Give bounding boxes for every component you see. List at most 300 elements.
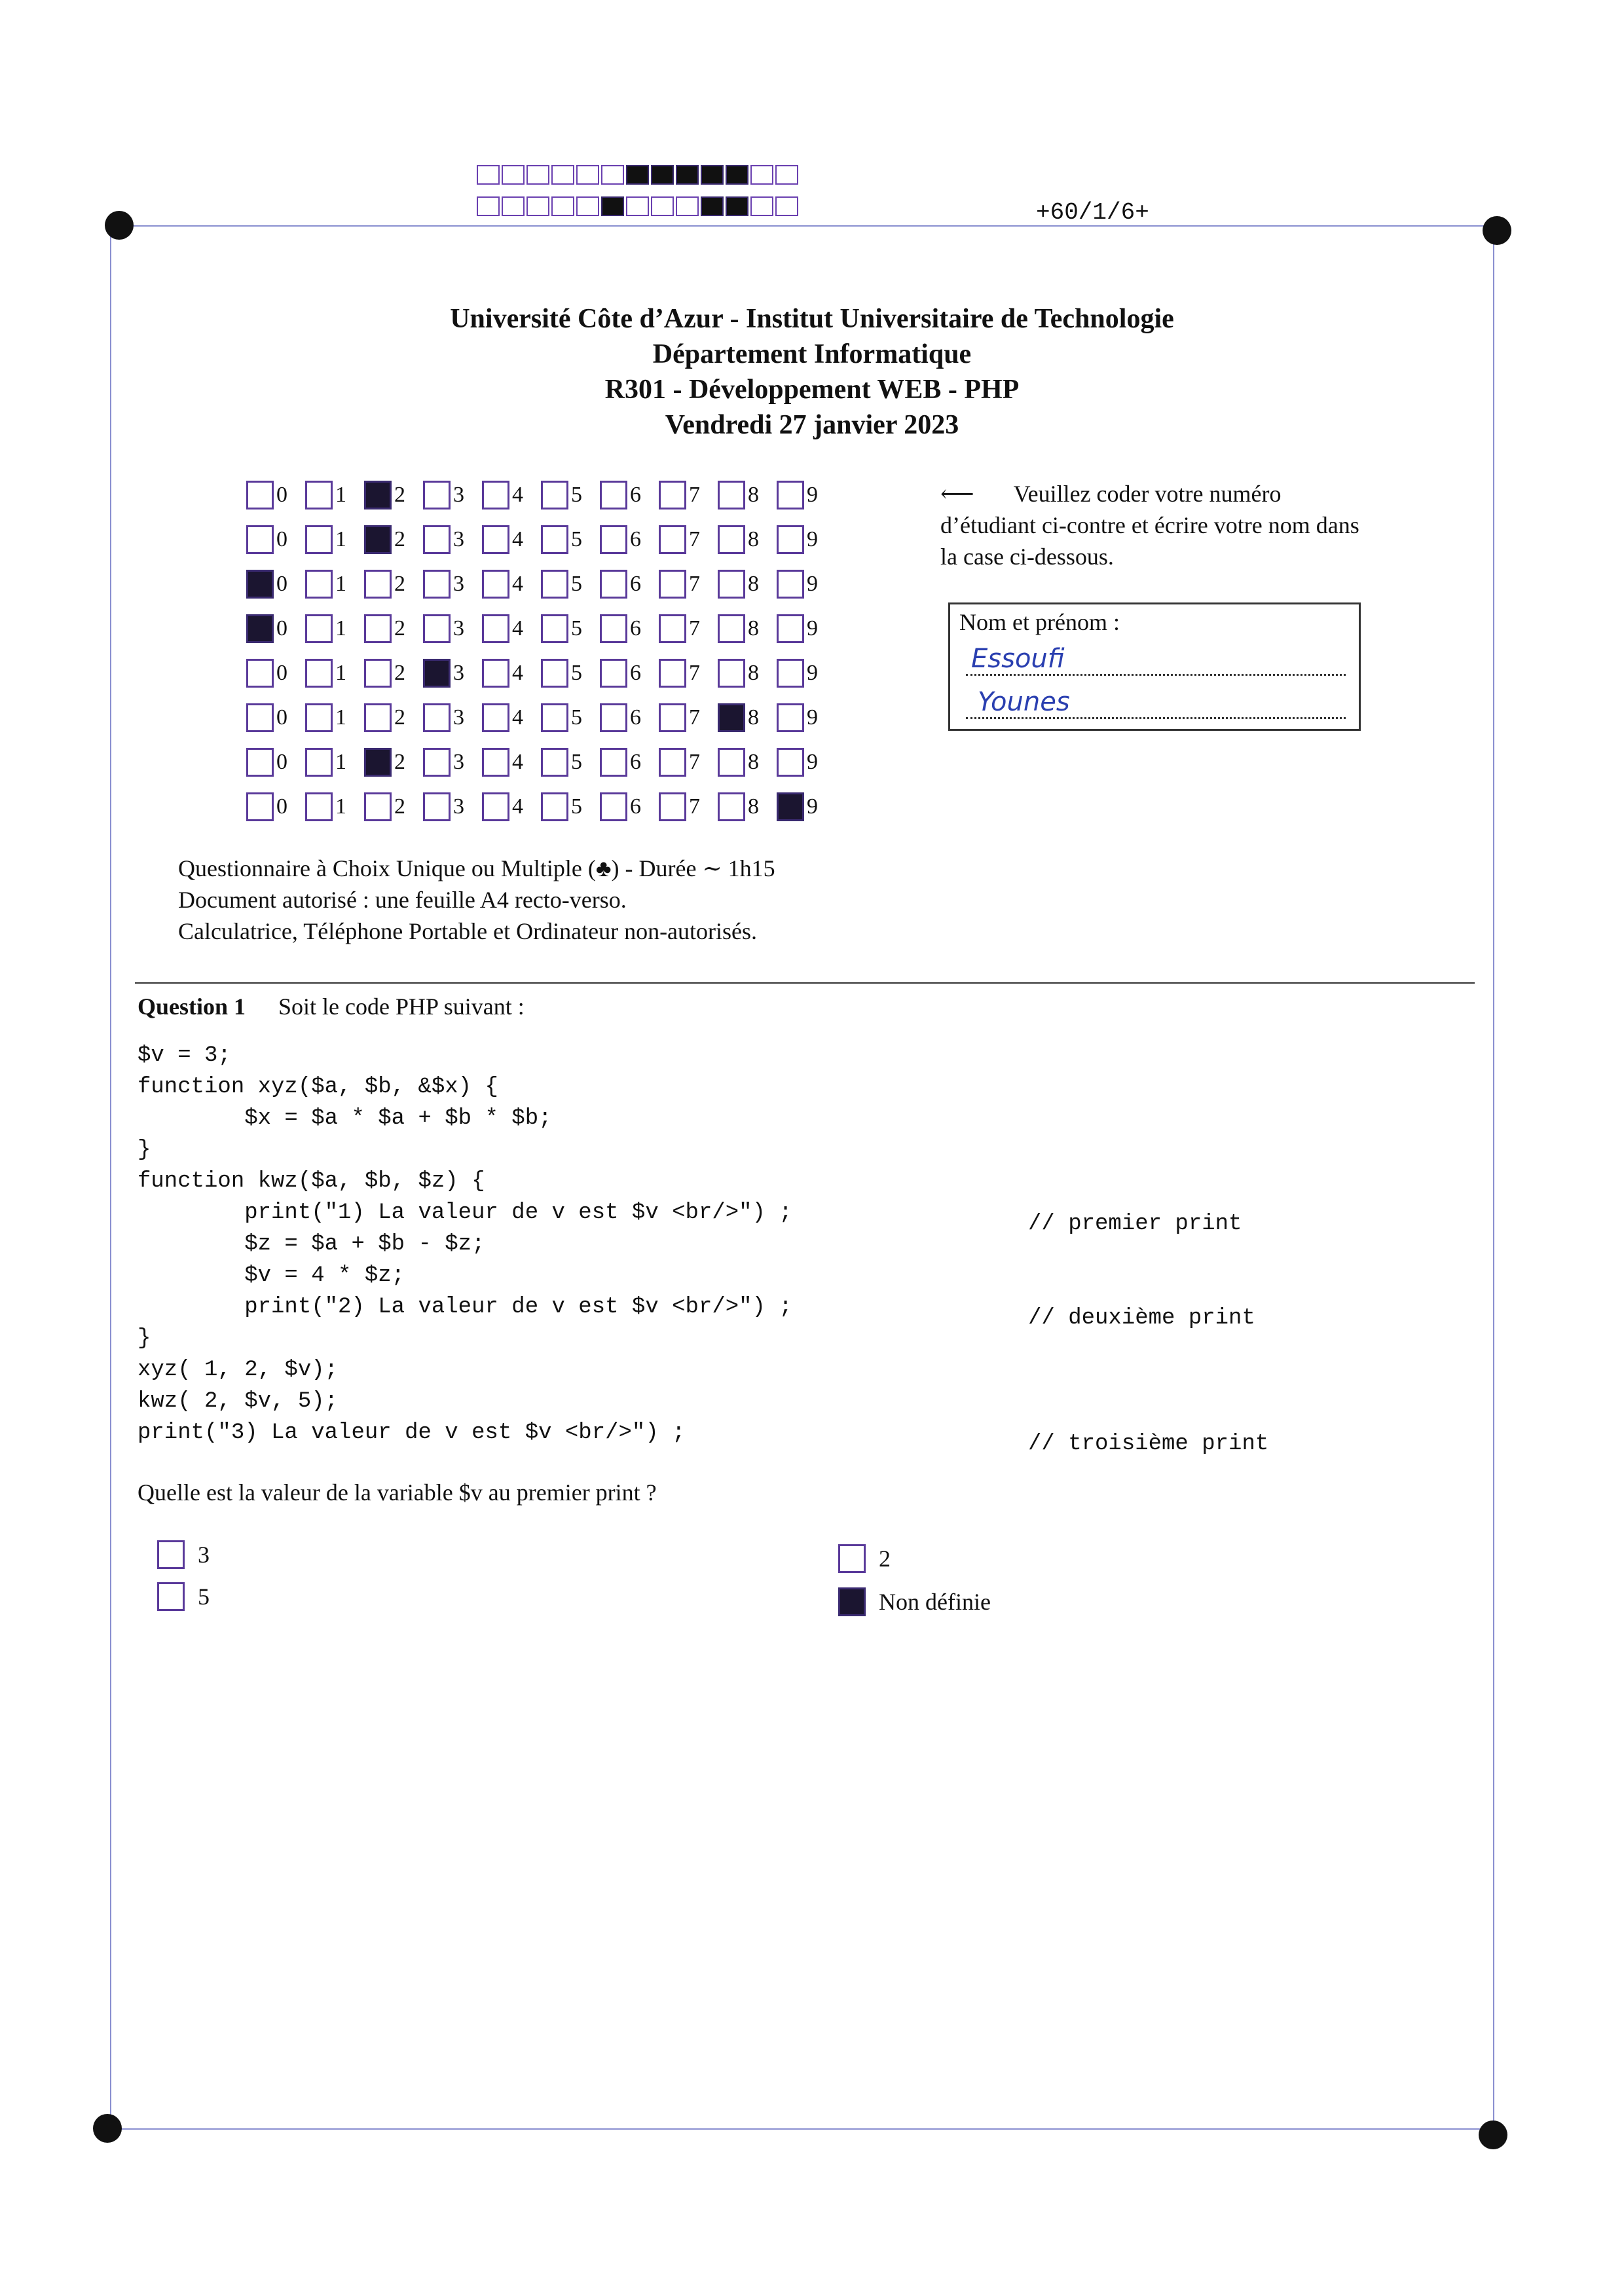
barcode-cell: [551, 165, 574, 185]
id-digit-checkbox[interactable]: [777, 481, 804, 509]
id-digit-row: [246, 695, 836, 740]
id-digit-option[interactable]: [423, 659, 482, 688]
id-digit-option[interactable]: [541, 525, 600, 554]
id-digit-option[interactable]: [718, 659, 777, 688]
barcode-cell: [576, 165, 599, 185]
id-digit-checkbox[interactable]: [777, 525, 804, 554]
id-digit-checkbox[interactable]: [541, 525, 568, 554]
id-digit-option[interactable]: [364, 792, 423, 821]
question-number: Question 1: [138, 993, 246, 1020]
id-digit-label: 9: [807, 750, 818, 774]
id-digit-checkbox[interactable]: [718, 748, 745, 777]
id-digit-option[interactable]: [482, 748, 541, 777]
id-digit-checkbox[interactable]: [482, 614, 509, 643]
id-digit-label: 9: [807, 572, 818, 596]
id-digit-option[interactable]: [423, 614, 482, 643]
id-digit-label: 5: [571, 750, 582, 774]
id-digit-label: 8: [748, 483, 759, 507]
barcode-cell: [676, 165, 699, 185]
id-digit-label: 4: [512, 794, 523, 819]
exam-date: Vendredi 27 janvier 2023: [665, 410, 959, 440]
exam-format: Questionnaire à Choix Unique ou Multiple (♣) - Durée ∼ 1h15: [178, 855, 775, 881]
id-digit-label: 5: [571, 616, 582, 640]
id-digit-label: 8: [748, 572, 759, 596]
id-digit-checkbox[interactable]: [364, 525, 392, 554]
id-digit-label: 5: [571, 794, 582, 819]
id-digit-option[interactable]: [777, 792, 836, 821]
code-comment-2: // deuxième print: [1028, 1306, 1255, 1331]
id-digit-option[interactable]: [364, 659, 423, 688]
id-digit-row: [246, 785, 836, 829]
barcode-cell: [651, 196, 674, 216]
id-digit-checkbox[interactable]: [777, 570, 804, 599]
id-digit-label: 3: [453, 661, 464, 685]
id-digit-option[interactable]: [600, 659, 659, 688]
id-digit-option[interactable]: [482, 703, 541, 732]
id-digit-label: 4: [512, 705, 523, 730]
id-digit-label: 7: [689, 483, 700, 507]
id-digit-checkbox[interactable]: [364, 481, 392, 509]
id-digit-checkbox[interactable]: [600, 614, 627, 643]
id-digit-label: 1: [335, 705, 346, 730]
answer-label: 3: [198, 1542, 210, 1568]
id-digit-checkbox[interactable]: [600, 481, 627, 509]
forbidden-devices: Calculatrice, Téléphone Portable et Ordinateur non-autorisés.: [178, 918, 758, 944]
barcode-cell: [750, 165, 773, 185]
id-digit-option[interactable]: [364, 481, 423, 509]
id-digit-option[interactable]: [600, 525, 659, 554]
id-digit-option[interactable]: [541, 481, 600, 509]
id-digit-label: 2: [394, 527, 405, 551]
id-digit-checkbox[interactable]: [659, 792, 686, 821]
student-id-grid: [246, 473, 836, 829]
id-digit-option[interactable]: [364, 614, 423, 643]
id-digit-checkbox[interactable]: [777, 659, 804, 688]
id-digit-option[interactable]: [482, 792, 541, 821]
id-digit-label: 1: [335, 794, 346, 819]
id-digit-label: 6: [630, 483, 641, 507]
barcode-cell: [601, 165, 624, 185]
id-digit-option[interactable]: [777, 659, 836, 688]
id-digit-checkbox[interactable]: [718, 481, 745, 509]
id-digit-label: 1: [335, 750, 346, 774]
id-digit-option[interactable]: [246, 703, 305, 732]
id-digit-label: 0: [276, 483, 287, 507]
id-digit-checkbox[interactable]: [777, 792, 804, 821]
name-label: Nom et prénom :: [959, 609, 1120, 635]
id-digit-label: 5: [571, 661, 582, 685]
id-digit-option[interactable]: [718, 614, 777, 643]
id-digit-option[interactable]: [777, 481, 836, 509]
id-digit-label: 6: [630, 750, 641, 774]
id-digit-option[interactable]: [541, 792, 600, 821]
id-digit-checkbox[interactable]: [777, 703, 804, 732]
id-digit-label: 3: [453, 794, 464, 819]
id-digit-option[interactable]: [659, 659, 718, 688]
id-digit-option[interactable]: [541, 614, 600, 643]
id-digit-label: 2: [394, 572, 405, 596]
id-digit-option[interactable]: [482, 570, 541, 599]
exam-header: [327, 301, 1297, 443]
id-digit-row: [246, 562, 836, 606]
id-digit-row: [246, 651, 836, 695]
id-digit-label: 2: [394, 616, 405, 640]
id-digit-option[interactable]: [423, 481, 482, 509]
id-digit-checkbox[interactable]: [777, 748, 804, 777]
arrow-left-icon: ⟵: [940, 481, 974, 507]
answer-checkbox[interactable]: [838, 1587, 866, 1616]
id-digit-label: 7: [689, 616, 700, 640]
id-digit-option[interactable]: [305, 792, 364, 821]
id-digit-checkbox[interactable]: [600, 570, 627, 599]
corner-marker: [1479, 2120, 1507, 2149]
id-digit-checkbox[interactable]: [718, 659, 745, 688]
last-name-handwriting: Essoufi: [971, 644, 1065, 674]
id-digit-option[interactable]: [659, 570, 718, 599]
barcode-row: [477, 165, 800, 187]
id-digit-checkbox[interactable]: [246, 614, 274, 643]
id-digit-label: 2: [394, 705, 405, 730]
id-digit-checkbox[interactable]: [482, 481, 509, 509]
id-digit-option[interactable]: [659, 525, 718, 554]
id-digit-checkbox[interactable]: [246, 525, 274, 554]
barcode-cell: [626, 196, 649, 216]
id-digit-label: 7: [689, 572, 700, 596]
id-digit-option[interactable]: [600, 703, 659, 732]
id-digit-option[interactable]: [246, 570, 305, 599]
id-digit-row: [246, 606, 836, 651]
id-digit-label: 9: [807, 527, 818, 551]
id-digit-option[interactable]: [777, 570, 836, 599]
id-digit-label: 0: [276, 527, 287, 551]
id-digit-checkbox[interactable]: [600, 659, 627, 688]
barcode-cell: [477, 165, 500, 185]
id-digit-checkbox[interactable]: [718, 525, 745, 554]
id-digit-option[interactable]: [659, 614, 718, 643]
id-digit-label: 8: [748, 750, 759, 774]
id-digit-option[interactable]: [718, 703, 777, 732]
answer-checkbox[interactable]: [157, 1582, 185, 1611]
answer-label: 2: [879, 1546, 891, 1572]
barcode-cell: [626, 165, 649, 185]
id-digit-option[interactable]: [718, 792, 777, 821]
page-code: +60/1/6+: [1036, 199, 1149, 226]
id-digit-checkbox[interactable]: [364, 703, 392, 732]
id-digit-checkbox[interactable]: [718, 570, 745, 599]
id-digit-option[interactable]: [777, 614, 836, 643]
barcode-cell: [676, 196, 699, 216]
barcode-cell: [526, 196, 549, 216]
id-digit-checkbox[interactable]: [541, 614, 568, 643]
barcode-cell: [502, 196, 525, 216]
department-title: Département Informatique: [652, 339, 972, 369]
id-digit-checkbox[interactable]: [659, 703, 686, 732]
id-digit-option[interactable]: [305, 525, 364, 554]
id-digit-checkbox[interactable]: [600, 703, 627, 732]
id-digit-label: 2: [394, 794, 405, 819]
id-digit-checkbox[interactable]: [482, 525, 509, 554]
answer-checkbox[interactable]: [838, 1544, 866, 1573]
id-digit-label: 6: [630, 527, 641, 551]
id-digit-label: 7: [689, 794, 700, 819]
id-digit-option[interactable]: [777, 525, 836, 554]
barcode-cell: [601, 196, 624, 216]
id-digit-label: 9: [807, 794, 818, 819]
corner-marker: [105, 211, 134, 240]
id-digit-label: 9: [807, 483, 818, 507]
id-digit-label: 4: [512, 661, 523, 685]
id-digit-option[interactable]: [777, 703, 836, 732]
php-code-block: $v = 3; function xyz($a, $b, &$x) { $x = $a * $a + $b * $b; } function kwz($a, $b, $z) { print("1) La valeur de v est $v <br/>") ; $z = $a + $b - $z; $v = 4 * $z; print("2) La valeur de v est $v <br/>") ; } xyz( 1, 2, $v); kwz( 2, $v, 5); print("3) La valeur de v est $v <br/>") ;: [138, 1043, 792, 1445]
answer-label: Non définie: [879, 1589, 991, 1615]
id-digit-option[interactable]: [482, 481, 541, 509]
id-digit-checkbox[interactable]: [659, 525, 686, 554]
answer-option[interactable]: [838, 1544, 891, 1573]
id-digit-option[interactable]: [718, 481, 777, 509]
answer-option[interactable]: [157, 1540, 210, 1569]
id-digit-option[interactable]: [600, 748, 659, 777]
id-digit-checkbox[interactable]: [364, 659, 392, 688]
id-digit-checkbox[interactable]: [305, 570, 333, 599]
id-digit-label: 1: [335, 616, 346, 640]
id-digit-checkbox[interactable]: [246, 748, 274, 777]
id-digit-label: 0: [276, 572, 287, 596]
id-digit-option[interactable]: [659, 748, 718, 777]
id-digit-checkbox[interactable]: [364, 748, 392, 777]
id-digit-label: 8: [748, 705, 759, 730]
id-digit-checkbox[interactable]: [305, 748, 333, 777]
id-digit-checkbox[interactable]: [541, 792, 568, 821]
id-digit-checkbox[interactable]: [364, 570, 392, 599]
id-digit-row: [246, 473, 836, 517]
id-digit-checkbox[interactable]: [246, 481, 274, 509]
frame-right: [1493, 229, 1494, 2128]
answer-option[interactable]: [838, 1587, 991, 1616]
id-digit-option[interactable]: [423, 748, 482, 777]
id-digit-option[interactable]: [364, 570, 423, 599]
id-digit-option[interactable]: [423, 525, 482, 554]
id-digit-label: 3: [453, 527, 464, 551]
course-title: R301 - Développement WEB - PHP: [604, 375, 1020, 405]
id-digit-label: 0: [276, 705, 287, 730]
id-digit-label: 7: [689, 661, 700, 685]
id-digit-label: 7: [689, 750, 700, 774]
id-digit-label: 5: [571, 572, 582, 596]
id-digit-label: 1: [335, 483, 346, 507]
id-digit-checkbox[interactable]: [364, 614, 392, 643]
id-digit-label: 2: [394, 750, 405, 774]
id-digit-option[interactable]: [246, 659, 305, 688]
id-digit-checkbox[interactable]: [423, 525, 451, 554]
id-digit-checkbox[interactable]: [659, 659, 686, 688]
id-digit-label: 8: [748, 661, 759, 685]
id-digit-option[interactable]: [541, 659, 600, 688]
allowed-documents: Document autorisé : une feuille A4 recto-verso.: [178, 887, 627, 913]
barcode-cell: [726, 196, 748, 216]
id-digit-option[interactable]: [305, 659, 364, 688]
name-box[interactable]: [948, 602, 1361, 731]
id-digit-checkbox[interactable]: [659, 748, 686, 777]
id-digit-option[interactable]: [246, 614, 305, 643]
id-digit-option[interactable]: [718, 525, 777, 554]
corner-marker: [1483, 216, 1511, 245]
id-digit-option[interactable]: [364, 703, 423, 732]
id-digit-checkbox[interactable]: [600, 525, 627, 554]
id-digit-option[interactable]: [659, 481, 718, 509]
id-digit-checkbox[interactable]: [246, 792, 274, 821]
id-digit-option[interactable]: [777, 748, 836, 777]
answer-label: 5: [198, 1583, 210, 1610]
id-digit-option[interactable]: [246, 481, 305, 509]
id-digit-option[interactable]: [541, 748, 600, 777]
barcode-cell: [775, 196, 798, 216]
id-digit-checkbox[interactable]: [482, 792, 509, 821]
question-intro: Soit le code PHP suivant :: [278, 993, 525, 1020]
id-digit-checkbox[interactable]: [541, 481, 568, 509]
id-digit-option[interactable]: [482, 525, 541, 554]
id-digit-checkbox[interactable]: [541, 748, 568, 777]
id-digit-label: 4: [512, 750, 523, 774]
id-digit-option[interactable]: [600, 792, 659, 821]
id-digit-checkbox[interactable]: [718, 703, 745, 732]
id-digit-row: [246, 517, 836, 562]
id-digit-option[interactable]: [364, 525, 423, 554]
id-digit-label: 9: [807, 705, 818, 730]
id-digit-label: 8: [748, 794, 759, 819]
id-digit-checkbox[interactable]: [482, 703, 509, 732]
id-digit-checkbox[interactable]: [246, 659, 274, 688]
id-digit-label: 0: [276, 661, 287, 685]
barcode-cell: [502, 165, 525, 185]
id-digit-checkbox[interactable]: [659, 481, 686, 509]
id-digit-checkbox[interactable]: [423, 570, 451, 599]
question-header: [138, 993, 525, 1020]
id-digit-checkbox[interactable]: [482, 659, 509, 688]
id-digit-checkbox[interactable]: [423, 614, 451, 643]
barcode-cell: [551, 196, 574, 216]
id-digit-option[interactable]: [541, 570, 600, 599]
id-digit-checkbox[interactable]: [364, 792, 392, 821]
id-digit-label: 0: [276, 794, 287, 819]
id-digit-option[interactable]: [718, 748, 777, 777]
answer-option[interactable]: [157, 1582, 210, 1611]
id-digit-option[interactable]: [659, 703, 718, 732]
id-digit-checkbox[interactable]: [541, 659, 568, 688]
id-digit-option[interactable]: [541, 703, 600, 732]
id-digit-option[interactable]: [364, 748, 423, 777]
id-digit-option[interactable]: [305, 614, 364, 643]
id-digit-option[interactable]: [482, 659, 541, 688]
id-digit-label: 9: [807, 616, 818, 640]
id-digit-checkbox[interactable]: [423, 703, 451, 732]
id-digit-checkbox[interactable]: [718, 614, 745, 643]
id-digit-label: 4: [512, 572, 523, 596]
id-digit-option[interactable]: [246, 792, 305, 821]
id-digit-label: 5: [571, 527, 582, 551]
id-digit-option[interactable]: [246, 748, 305, 777]
id-digit-option[interactable]: [718, 570, 777, 599]
id-digit-option[interactable]: [305, 570, 364, 599]
id-digit-label: 9: [807, 661, 818, 685]
id-digit-checkbox[interactable]: [482, 748, 509, 777]
id-digit-label: 3: [453, 705, 464, 730]
id-digit-label: 1: [335, 572, 346, 596]
id-digit-option[interactable]: [423, 792, 482, 821]
id-digit-checkbox[interactable]: [659, 570, 686, 599]
id-digit-option[interactable]: [305, 481, 364, 509]
instruction-text: Veuillez coder votre numéro d’étudiant ci-contre et écrire votre nom dans la case ci-dessous.: [940, 481, 1359, 570]
id-digit-option[interactable]: [600, 481, 659, 509]
id-digit-option[interactable]: [482, 614, 541, 643]
corner-marker: [93, 2114, 122, 2143]
id-digit-option[interactable]: [246, 525, 305, 554]
barcode-cell: [775, 165, 798, 185]
id-digit-option[interactable]: [305, 703, 364, 732]
exam-info: [178, 853, 775, 947]
id-digit-checkbox[interactable]: [541, 570, 568, 599]
id-digit-checkbox[interactable]: [305, 481, 333, 509]
id-digit-option[interactable]: [600, 614, 659, 643]
id-digit-label: 4: [512, 616, 523, 640]
id-digit-checkbox[interactable]: [305, 703, 333, 732]
answer-checkbox[interactable]: [157, 1540, 185, 1569]
id-digit-option[interactable]: [659, 792, 718, 821]
id-digit-checkbox[interactable]: [600, 792, 627, 821]
id-digit-checkbox[interactable]: [305, 792, 333, 821]
id-digit-label: 2: [394, 661, 405, 685]
id-digit-option[interactable]: [423, 570, 482, 599]
id-digit-checkbox[interactable]: [659, 614, 686, 643]
barcode-cell: [726, 165, 748, 185]
id-digit-checkbox[interactable]: [423, 792, 451, 821]
id-digit-label: 1: [335, 527, 346, 551]
id-digit-checkbox[interactable]: [777, 614, 804, 643]
id-digit-label: 6: [630, 705, 641, 730]
id-digit-label: 6: [630, 616, 641, 640]
divider: [135, 982, 1475, 984]
id-digit-checkbox[interactable]: [246, 703, 274, 732]
id-digit-checkbox[interactable]: [423, 659, 451, 688]
id-digit-option[interactable]: [600, 570, 659, 599]
id-digit-option[interactable]: [305, 748, 364, 777]
id-digit-checkbox[interactable]: [305, 659, 333, 688]
frame-left: [110, 225, 111, 2130]
barcode-cell: [526, 165, 549, 185]
id-digit-checkbox[interactable]: [246, 570, 274, 599]
id-digit-checkbox[interactable]: [482, 570, 509, 599]
id-digit-checkbox[interactable]: [305, 525, 333, 554]
id-digit-label: 0: [276, 616, 287, 640]
id-digit-option[interactable]: [423, 703, 482, 732]
id-digit-checkbox[interactable]: [423, 748, 451, 777]
id-digit-label: 7: [689, 527, 700, 551]
barcode-row: [477, 196, 800, 219]
id-digit-label: 3: [453, 750, 464, 774]
id-instructions: [940, 478, 1373, 572]
barcode-cell: [651, 165, 674, 185]
barcode-cell: [477, 196, 500, 216]
barcode-cell: [701, 165, 724, 185]
frame-top: [111, 225, 1498, 227]
id-digit-checkbox[interactable]: [423, 481, 451, 509]
id-digit-checkbox[interactable]: [541, 703, 568, 732]
id-digit-label: 6: [630, 661, 641, 685]
id-digit-label: 6: [630, 572, 641, 596]
id-digit-checkbox[interactable]: [600, 748, 627, 777]
id-digit-checkbox[interactable]: [718, 792, 745, 821]
id-digit-checkbox[interactable]: [305, 614, 333, 643]
code-comment-3: // troisième print: [1028, 1432, 1269, 1456]
